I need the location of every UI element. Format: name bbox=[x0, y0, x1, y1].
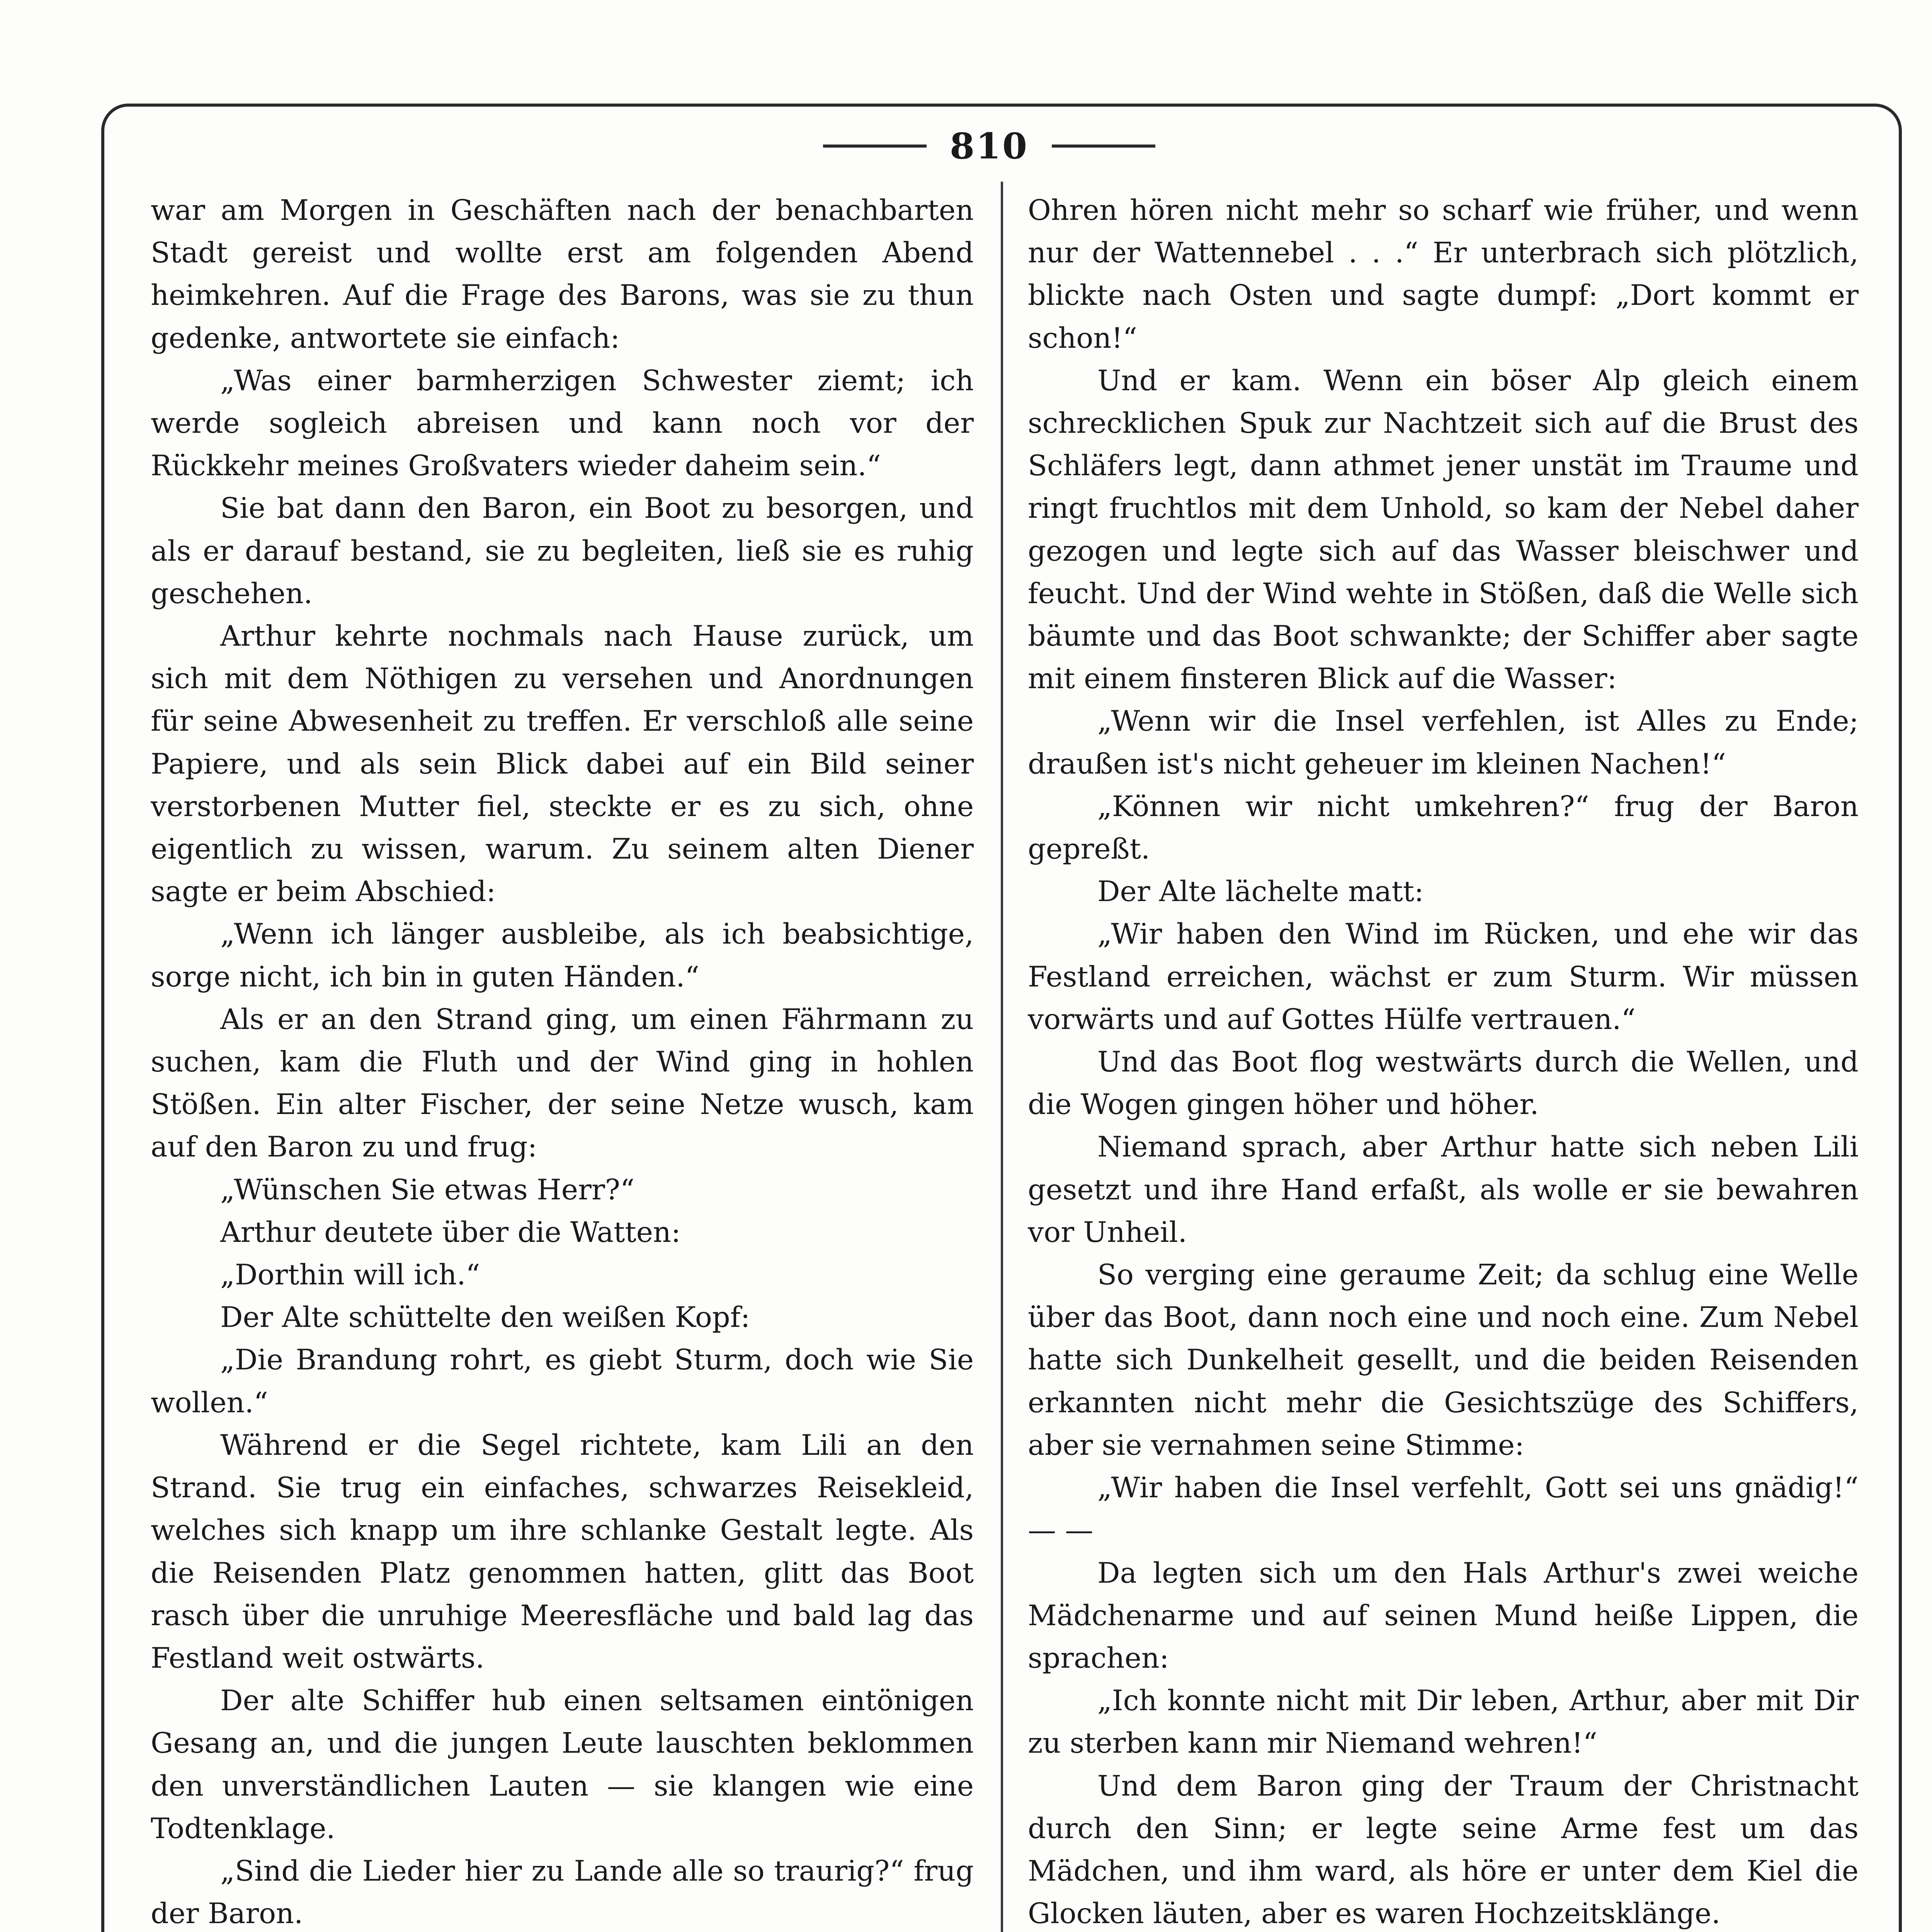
paragraph: Der Alte lächelte matt: bbox=[1097, 875, 1424, 908]
paragraph: Arthur deutete über die Watten: bbox=[220, 1216, 681, 1249]
paragraph: „Was einer barmherzigen Schwester ziemt; ich werde sogleich abreisen und kann noch vor der Rückkehr meines Großvaters wieder daheim sein.“ bbox=[151, 364, 974, 483]
paragraph: „Können wir nicht umkehren?“ frug der Baron gepreßt. bbox=[1028, 790, 1859, 866]
paragraph: Der Alte schüttelte den weißen Kopf: bbox=[220, 1301, 750, 1334]
paragraph: war am Morgen in Geschäften nach der benachbarten Stadt gereist und wollte erst am folgenden Abend heimkehren. Auf die Frage des Barons, was sie zu thun gedenke, antwortete sie einfach: bbox=[151, 194, 974, 355]
page-number: 810 bbox=[949, 125, 1029, 167]
paragraph: „Sind die Lieder hier zu Lande alle so traurig?“ frug der Baron. bbox=[151, 1854, 974, 1930]
paragraph: Und das Boot flog westwärts durch die Wellen, und die Wogen gingen höher und höher. bbox=[1028, 1046, 1859, 1121]
paragraph: „Dorthin will ich.“ bbox=[220, 1259, 480, 1292]
paragraph: Sie bat dann den Baron, ein Boot zu besorgen, und als er darauf bestand, sie zu begleiten, ließ sie es ruhig geschehen. bbox=[151, 492, 974, 610]
page-header bbox=[823, 123, 1155, 169]
paragraph: Da legten sich um den Hals Arthur's zwei weiche Mädchenarme und auf seinen Mund heiße Lippen, die sprachen: bbox=[1028, 1556, 1859, 1675]
left-column bbox=[151, 189, 974, 1932]
paragraph: Arthur kehrte nochmals nach Hause zurück, um sich mit dem Nöthigen zu versehen und Anordnungen für seine Abwesenheit zu treffen. Er verschloß alle seine Papiere, und als sein Blick dabei auf ein Bild seiner verstorbenen Mutter fiel, steckte er es zu sich, ohne eigentlich zu wissen, warum. Zu seinem alten Diener sagte er beim Abschied: bbox=[151, 620, 974, 908]
paragraph: Als er an den Strand ging, um einen Fährmann zu suchen, kam die Fluth und der Wind ging in hohlen Stößen. Ein alter Fischer, der seine Netze wusch, kam auf den Baron zu und frug: bbox=[151, 1003, 974, 1164]
paragraph: „Wir haben den Wind im Rücken, und ehe wir das Festland erreichen, wächst er zum Sturm. Wir müssen vorwärts und auf Gottes Hülfe vertrauen.“ bbox=[1028, 918, 1859, 1036]
paragraph: „Die Brandung rohrt, es giebt Sturm, doch wie Sie wollen.“ bbox=[151, 1344, 974, 1419]
right-column bbox=[1028, 189, 1859, 1932]
paragraph: „Wir haben die Insel verfehlt, Gott sei uns gnädig!“ — — bbox=[1028, 1471, 1859, 1547]
paragraph: Während er die Segel richtete, kam Lili an den Strand. Sie trug ein einfaches, schwarzes Reisekleid, welches sich knapp um ihre schlanke Gestalt legte. Als die Reisenden Platz genommen hatten, glitt das Boot rasch über die unruhige Meeresfläche und bald lag das Festland weit ostwärts. bbox=[151, 1429, 974, 1675]
paragraph: Ohren hören nicht mehr so scharf wie früher, und wenn nur der Wattennebel . . .“ Er unterbrach sich plötzlich, blickte nach Osten und sagte dumpf: „Dort kommt er schon!“ bbox=[1028, 194, 1859, 355]
paragraph: Niemand sprach, aber Arthur hatte sich neben Lili gesetzt und ihre Hand erfaßt, als wolle er sie bewahren vor Unheil. bbox=[1028, 1131, 1859, 1249]
paragraph: Der alte Schiffer hub einen seltsamen eintönigen Gesang an, und die jungen Leute lauschten beklommen den unverständlichen Lauten — sie klangen wie eine Todtenklage. bbox=[151, 1684, 974, 1845]
paragraph: „Ich konnte nicht mit Dir leben, Arthur, aber mit Dir zu sterben kann mir Niemand wehren!“ bbox=[1028, 1684, 1859, 1760]
column-divider bbox=[1001, 182, 1003, 1932]
paragraph: „Wenn ich länger ausbleibe, als ich beabsichtige, sorge nicht, ich bin in guten Händen.“ bbox=[151, 918, 974, 993]
paragraph: Und er kam. Wenn ein böser Alp gleich einem schrecklichen Spuk zur Nachtzeit sich auf die Brust des Schläfers legt, dann athmet jener unstät im Traume und ringt fruchtlos mit dem Unhold, so kam der Nebel daher gezogen und legte sich auf das Wasser bleischwer und feucht. Und der Wind wehte in Stößen, daß die Welle sich bäumte und das Boot schwankte; der Schiffer aber sagte mit einem finsteren Blick auf die Wasser: bbox=[1028, 364, 1859, 696]
paragraph: Und dem Baron ging der Traum der Christnacht durch den Sinn; er legte seine Arme fest um das Mädchen, und ihm ward, als höre er unter dem Kiel die Glocken läuten, aber es waren Hochzeitsklänge. bbox=[1028, 1769, 1859, 1930]
story-conclusion bbox=[1028, 189, 1859, 1932]
paragraph: „Wünschen Sie etwas Herr?“ bbox=[220, 1173, 635, 1206]
paragraph: „Wenn wir die Insel verfehlen, ist Alles zu Ende; draußen ist's nicht geheuer im kleinen Nachen!“ bbox=[1028, 705, 1859, 781]
header-rule-right bbox=[1052, 145, 1155, 148]
paragraph: So verging eine geraume Zeit; da schlug eine Welle über das Boot, dann noch eine und noch eine. Zum Nebel hatte sich Dunkelheit gesellt, und die beiden Reisenden erkannten nicht mehr die Gesichtszüge des Schiffers, aber sie vernahmen seine Stimme: bbox=[1028, 1259, 1859, 1462]
header-rule-left bbox=[823, 145, 927, 148]
